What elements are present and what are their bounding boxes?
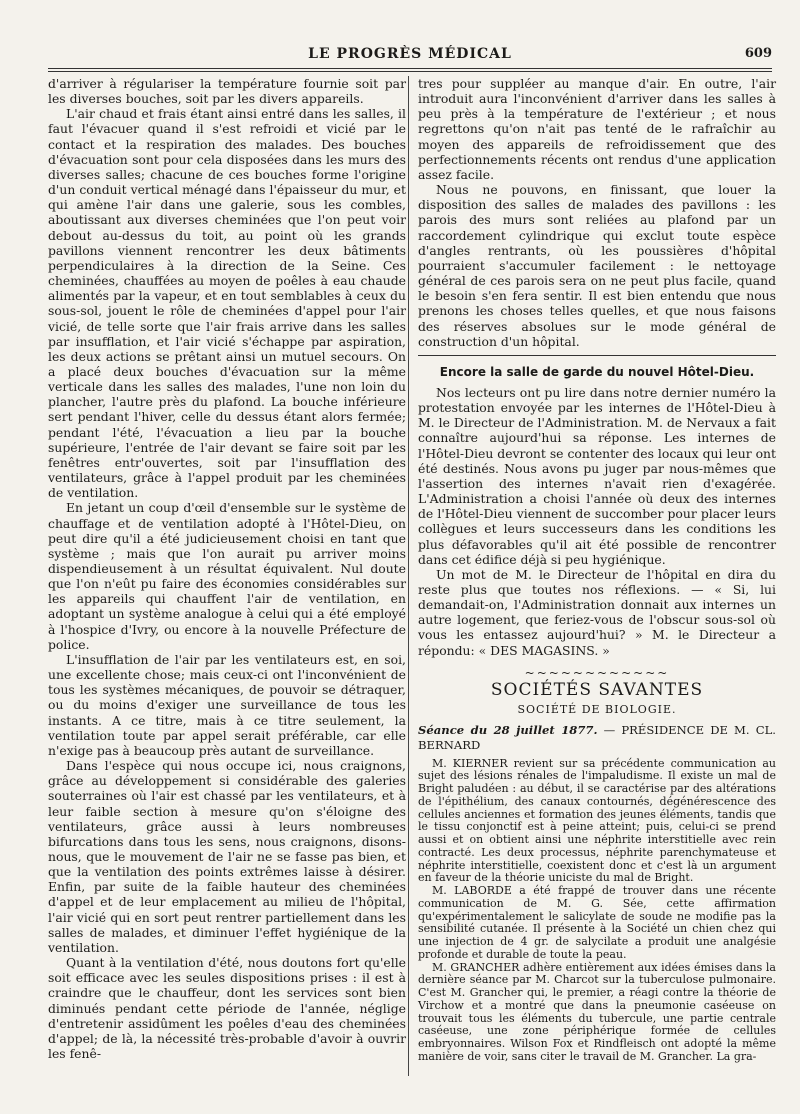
section-rule (418, 355, 776, 356)
ornament-divider: ~~~~~~~~~~~~ (524, 665, 670, 680)
biologie-reports (418, 758, 776, 1064)
left-column (48, 76, 406, 1061)
paragraph: M. GRANCHER adhère entièrement aux idées émises dans la dernière séance par M. Charcot sur la tuberculose pulmonaire. C'est M. Grancher qui, le premier, a réagi contre la théorie de Virchow et a montré que dans la pneumonie caséeuse on trouvait tous les éléments du tubercule, une partie centrale caséeuse, une zone périphérique formée de cellules embryonnaires. Wilson Fox et Rindfleisch ont adopté la même manière de voir, sans citer le travail de M. Grancher. La gra- (418, 960, 776, 1063)
section-heading-societes: SOCIÉTÉS SAVANTES (490, 679, 704, 700)
paragraph: L'insufflation de l'air par les ventilateurs est, en soi, une excellente chose; mais ceux-ci ont l'inconvénient de tous les systèmes mécaniques, de pouvoir se détraquer, ou du moins d'exiger une surveillance de tous les instants. A ce titre, mais à ce titre seulement, la ventilation toute par appel serait préférable, car elle n'exige pas à beaucoup près autant de surveillance. (48, 651, 406, 758)
paragraph: tres pour suppléer au manque d'air. En outre, l'air introduit aura l'inconvénient d'arriver dans les salles à peu près à la température de l'extérieur ; et nous regrettons qu'on n'ait pas tenté de le rafraîchir au moyen des appareils de refroidissement que des perfectionnements récents ont rendus d'une application assez facile. (418, 76, 776, 182)
paragraph: d'arriver à régulariser la température fournie soit par les diverses bouches, soit par les divers appareils. (48, 76, 406, 107)
paragraph: Nos lecteurs ont pu lire dans notre dernier numéro la protestation envoyée par les internes de l'Hôtel-Dieu à M. le Directeur de l'Administration. M. de Nervaux a fait connaître aujourd'hui sa réponse. Les internes de l'Hôtel-Dieu devront se contenter des locaux qui leur ont été destinés. Nous avons pu juger par nous-mêmes que l'assertion des internes n'avait rien d'exagérée. L'Administration a choisi l'année où deux des internes de l'Hôtel-Dieu viennent de succomber pour placer leurs collègues et leurs successeurs dans les conditions les plus défavorables qu'il ait été possible de rencontrer dans cet édifice déjà si peu hygiénique. (418, 384, 776, 567)
page-number: 609 (744, 46, 772, 61)
subsection-heading-biologie: SOCIÉTÉ DE BIOLOGIE. (517, 703, 677, 717)
paragraph: En jetant un coup d'œil d'ensemble sur le système de chauffage et de ventilation adopté à l'Hôtel-Dieu, on peut dire qu'il a été judicieusement choisi en tant que système ; mais que l'on aurait pu arriver moins dispendieusement à un résultat équivalent. Nul doute que l'on n'eût pu faire des économies considérables sur les appareils qui chauffent l'air de ventilation, en adoptant un système analogue à celui qui a été employé à l'hospice d'Ivry, ou encore à la nouvelle Préfecture de police. (48, 500, 406, 652)
seance-line (418, 723, 776, 753)
paragraph: M. LABORDE a été frappé de trouver dans une récente communication de M. G. Sée, cette affirmation qu'expérimentalement le salicylate de soude ne modifie pas la sensibilité cutanée. Il présente à la Société un chien chez qui une injection de 4 gr. de salycilate a produit une analgésie profonde et durable de toute la peau. (418, 884, 776, 961)
paragraph: Dans l'espèce qui nous occupe ici, nous craignons, grâce au développement si considérable des galeries souterraines où l'air est chassé par les ventilateurs, et à leur faible section à mesure qu'on s'éloigne des ventilateurs, grâce aussi à leurs nombreuses bifurcations dans tous les sens, nous craignons, disons-nous, que le mouvement de l'air ne se fasse pas bien, et que la ventilation des points extrêmes laisse à désirer. Enfin, par suite de la faible hauteur des cheminées d'appel et de leur emplacement au milieu de l'hôpital, l'air vicié qui en sort peut rentrer partiellement dans les salles de malades, et diminuer l'effet hygiénique de la ventilation. (48, 758, 406, 955)
paragraph: Quant à la ventilation d'été, nous doutons fort qu'elle soit efficace avec les seules dispositions prises : il est à craindre que le chauffeur, dont les services sont bien diminués pendant cette période de l'année, néglige d'entretenir assidûment les poêles d'eau des cheminées d'appel; de là, la nécessité très-probable d'avoir à ouvrir les fenê- (48, 955, 406, 1061)
paragraph: Un mot de M. le Directeur de l'hôpital en dira du reste plus que toutes nos réflexions. — « Si, lui demandait-on, l'Administration donnait aux internes un autre logement, que feriez-vous de l'obscur sous-sol où vous les entassez aujourd'hui? » M. le Directeur a répondu: « DES MAGASINS. » (418, 566, 776, 658)
column-divider (408, 76, 409, 1076)
seance-presidence: — PRÉSIDENCE DE M. CL. BERNARD (418, 723, 776, 753)
seance-date: Séance du 28 juillet 1877. (418, 723, 598, 738)
paragraph: M. KIERNER revient sur sa précédente communication au sujet des lésions rénales de l'impaludisme. Il existe un mal de Bright paludéen : au début, il se caractérise par des altérations de l'épithélium, des canaux contournés, dégénérescence des cellules anciennes et formation des jeunes éléments, tandis que le tissu conjonctif est à peine atteint; puis, celui-ci se prend aussi et on obtient ainsi une néphrite interstitielle avec rein contracté. Les deux processus, néphrite parenchymateuse et néphrite interstitielle, coexistent donc et c'est là un argument en faveur de la théorie uniciste du mal de Bright. (418, 756, 776, 885)
paragraph: L'air chaud et frais étant ainsi entré dans les salles, il faut l'évacuer quand il s'est refroidi et vicié par le contact et la respiration des malades. Des bouches d'évacuation sont pour cela disposées dans les murs des diverses salles; chacune de ces bouches forme l'origine d'un conduit vertical ménagé dans l'épaisseur du mur, et qui amène l'air dans une galerie, sous les combles, aboutissant aux diverses cheminées que l'on peut voir debout au-dessus du toit, au point où les grands pavillons viennent rencontrer les deux bâtiments perpendiculaires à la direction de la Seine. Ces cheminées, chauffées au moyen de poêles à eau chaude alimentés par la vapeur, et en tout semblables à ceux du sous-sol, jouent le rôle de cheminées d'appel pour l'air vicié, de telle sorte que l'air frais arrive dans les salles par insufflation, et l'air vicié s'échappe par aspiration, les deux actions se prêtant ainsi un mutuel secours. On a placé deux bouches d'évacuation sur la même verticale dans les salles des malades, l'une non loin du plancher, l'autre près du plafond. La bouche inférieure sert pendant l'hiver, celle du dessus étant alors fermée; pendant l'été, l'évacuation a lieu par la bouche supérieure, l'entrée de l'air devant se faire soit par les fenêtres entr'ouvertes, soit par l'insufflation des ventilateurs, grâce à l'appel produit par les cheminées de ventilation. (48, 106, 406, 501)
paragraph: Nous ne pouvons, en finissant, que louer la disposition des salles de malades des pavillons : les parois des murs sont reliées au plafond par un raccordement cylindrique qui exclut toute espèce d'angles rentrants, où les poussières d'hôpital pourraient s'accumuler facilement : le nettoyage général de ces parois sera on ne peut plus facile, quand le besoin s'en fera sentir. Il est bien entendu que nous prenons les choses telles quelles, et que nous faisons des réserves absolues sur le mode général de construction d'un hôpital. (418, 182, 776, 349)
journal-title: LE PROGRÈS MÉDICAL (308, 46, 512, 62)
right-column (418, 76, 776, 1064)
section-heading-encore: Encore la salle de garde du nouvel Hôtel-Dieu. (439, 364, 755, 379)
header-rule (48, 68, 772, 72)
page-header (48, 40, 772, 68)
